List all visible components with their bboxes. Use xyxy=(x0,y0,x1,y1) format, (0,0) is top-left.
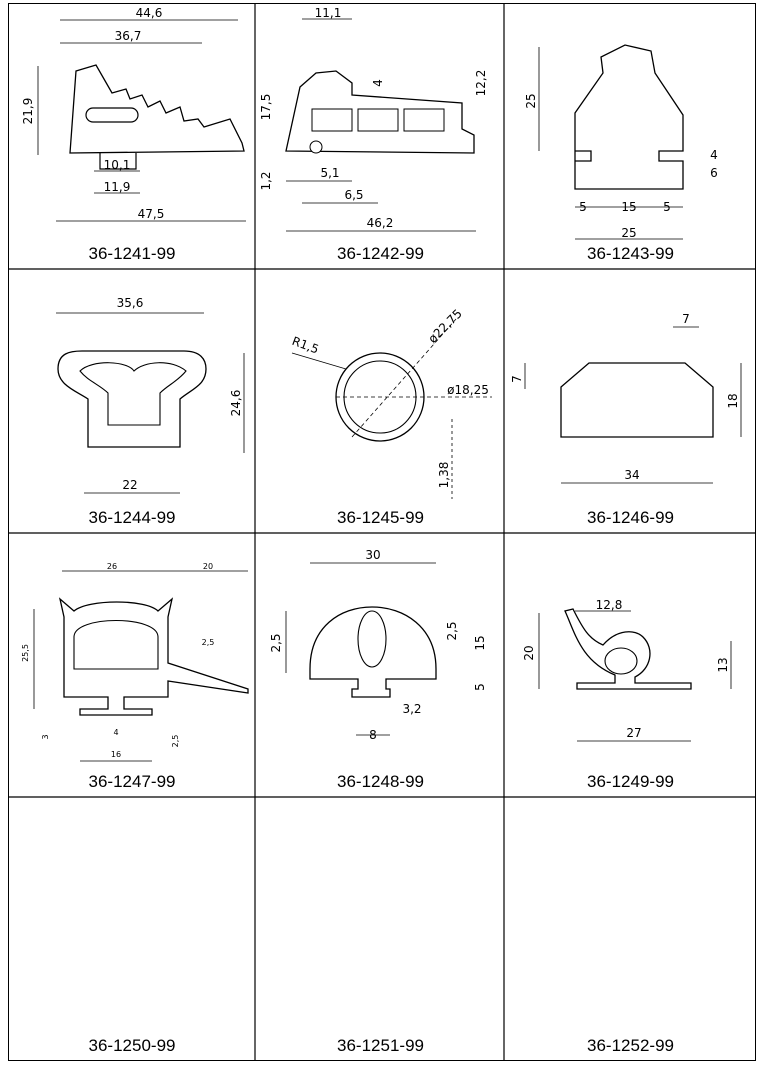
dim-label: 16 xyxy=(110,750,122,759)
profile-cell xyxy=(505,3,756,269)
profile-cell xyxy=(8,3,256,269)
profile-drawing xyxy=(505,533,756,773)
dim-label: 3,2 xyxy=(402,702,422,716)
profile-cell xyxy=(505,269,756,533)
dim-label: 5 xyxy=(579,200,587,214)
dim-label: 27 xyxy=(626,726,642,740)
dim-label: 5 xyxy=(473,683,487,691)
dim-label: 25 xyxy=(524,93,538,109)
dim-label: 15 xyxy=(621,200,637,214)
dim-label: 2,5 xyxy=(171,734,180,748)
profile-drawing xyxy=(8,3,256,243)
profile-drawing xyxy=(505,3,756,243)
dim-label: 34 xyxy=(624,468,640,482)
dim-label: 15 xyxy=(473,635,487,651)
profile-cell xyxy=(8,533,256,797)
dim-label: 30 xyxy=(365,548,381,562)
profile-code: 36-1242-99 xyxy=(337,244,424,263)
dim-label: 25 xyxy=(621,226,637,240)
dim-label: 2,5 xyxy=(201,638,215,647)
profile-code: 36-1249-99 xyxy=(587,772,674,791)
dim-label: 18 xyxy=(726,393,740,409)
dim-label: 35,6 xyxy=(116,296,144,310)
dim-label: 21,9 xyxy=(21,97,35,125)
dim-label: 24,6 xyxy=(229,389,243,417)
dim-label: 25,5 xyxy=(21,644,30,662)
dim-label: 1,2 xyxy=(259,171,273,191)
profile-code: 36-1244-99 xyxy=(88,508,176,527)
dim-label: R1,5 xyxy=(290,333,321,357)
profile-code: 36-1246-99 xyxy=(587,508,674,527)
profile-cell xyxy=(256,797,505,1061)
profile-cell xyxy=(505,533,756,797)
dim-label: 20 xyxy=(522,645,536,661)
profile-code: 36-1252-99 xyxy=(587,1036,674,1055)
profile-cell xyxy=(256,533,505,797)
dim-label: ø22,75 xyxy=(425,306,465,346)
dim-label: 13 xyxy=(716,657,730,673)
dim-label: 20 xyxy=(202,562,214,571)
dim-label: 4 xyxy=(371,79,385,87)
profile-cell xyxy=(505,797,756,1061)
dim-label: 46,2 xyxy=(366,216,394,230)
profile-code: 36-1241-99 xyxy=(88,244,176,263)
dim-label: 8 xyxy=(369,728,377,742)
profile-cell xyxy=(256,3,505,269)
dim-label: 4 xyxy=(710,148,718,162)
dim-label: 4 xyxy=(113,728,119,737)
dim-label: ø18,25 xyxy=(447,383,489,397)
profile-cell xyxy=(8,797,256,1061)
dim-label: 2,5 xyxy=(269,633,283,653)
profile-cell xyxy=(8,269,256,533)
dim-label: 2,5 xyxy=(445,621,459,641)
dim-label: 22 xyxy=(122,478,138,492)
dim-label: 36,7 xyxy=(114,29,142,43)
dim-label: 5 xyxy=(663,200,671,214)
profile-code: 36-1247-99 xyxy=(88,772,176,791)
profile-code: 36-1251-99 xyxy=(337,1036,424,1055)
profile-code: 36-1248-99 xyxy=(337,772,424,791)
profile-drawing xyxy=(256,533,505,773)
dim-label: 11,1 xyxy=(314,6,342,20)
profile-drawing xyxy=(256,269,505,509)
dim-label: 12,2 xyxy=(474,69,488,97)
dim-label: 6 xyxy=(710,166,718,180)
dim-label: 5,1 xyxy=(320,166,340,180)
dim-label: 1,38 xyxy=(437,461,451,489)
dim-label: 47,5 xyxy=(137,207,165,221)
dim-label: 12,8 xyxy=(595,598,623,612)
dim-label: 3 xyxy=(41,734,50,740)
dim-label: 6,5 xyxy=(344,188,364,202)
profile-code: 36-1250-99 xyxy=(88,1036,176,1055)
profile-drawing xyxy=(505,269,756,509)
dim-label: 26 xyxy=(106,562,118,571)
dim-label: 7 xyxy=(682,312,690,326)
profile-code: 36-1245-99 xyxy=(337,508,424,527)
dim-label: 11,9 xyxy=(103,180,131,194)
profile-drawing xyxy=(256,3,505,243)
profile-drawing xyxy=(8,269,256,509)
dim-label: 44,6 xyxy=(135,6,163,20)
profile-cell xyxy=(256,269,505,533)
dim-label: 7 xyxy=(510,375,524,383)
profile-drawing xyxy=(8,533,256,773)
dim-label: 17,5 xyxy=(259,93,273,121)
dim-label: 10,1 xyxy=(103,158,131,172)
profile-code: 36-1243-99 xyxy=(587,244,674,263)
